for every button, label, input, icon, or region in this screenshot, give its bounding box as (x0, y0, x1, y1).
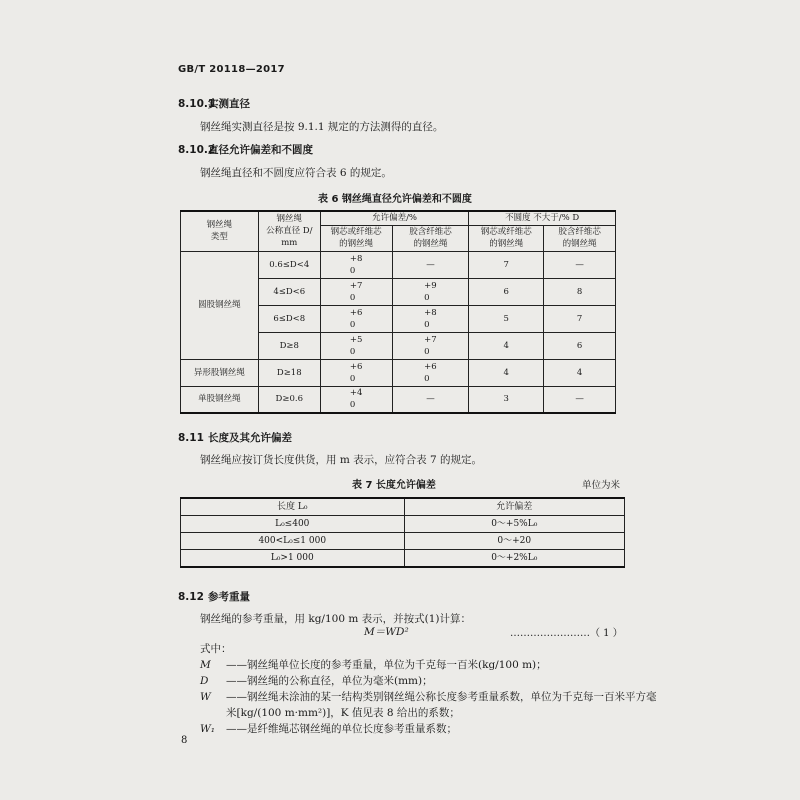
cell-diameter: D≥8 (258, 332, 320, 359)
header-ovality: 不圆度 不大于/% D (469, 211, 616, 225)
section-8-12-heading (178, 589, 250, 604)
header-tolerance: 允许偏差/% (320, 211, 469, 225)
paragraph: 钢丝绳应按订货长度供货，用 m 表示，应符合表 7 的规定。 (200, 454, 482, 466)
cell-tolerance: 0～+20 (404, 533, 624, 550)
cell-type: 圆股钢丝绳 (181, 251, 259, 359)
cell-ovality-steel: 5 (469, 305, 544, 332)
cell-ovality-steel: 7 (469, 251, 544, 278)
header-steel-core: 钢芯或纤维芯 的钢丝绳 (320, 225, 392, 251)
header-length: 长度 L₀ (181, 498, 405, 516)
cell-length: L₀≤400 (181, 516, 405, 533)
cell-tolerance: 0～+2%L₀ (404, 550, 624, 568)
standard-number: GB/T 20118—2017 (178, 64, 285, 75)
cell-diameter: D≥0.6 (258, 386, 320, 413)
header-plastic-core: 胶含纤维芯 的钢丝绳 (392, 225, 469, 251)
cell-ovality-steel: 4 (469, 359, 544, 386)
cell-tolerance-plastic: — (392, 251, 469, 278)
cell-ovality-plastic: 6 (544, 332, 616, 359)
table7-caption: 表 7 长度允许偏差 (352, 480, 436, 491)
cell-tolerance-steel: +5 0 (320, 332, 392, 359)
definition-item: W₁ ——是纤维绳芯钢丝绳的单位长度参考重量系数； (200, 723, 457, 735)
cell-tolerance-plastic: +9 0 (392, 278, 469, 305)
cell-tolerance-plastic: +8 0 (392, 305, 469, 332)
table-row (181, 251, 616, 278)
cell-diameter: 0.6≤D<4 (258, 251, 320, 278)
cell-ovality-plastic: 8 (544, 278, 616, 305)
cell-ovality-steel: 3 (469, 386, 544, 413)
cell-diameter: D≥18 (258, 359, 320, 386)
header-tolerance: 允许偏差 (404, 498, 624, 516)
formula: M＝WD² (364, 626, 409, 638)
cell-tolerance-steel: +8 0 (320, 251, 392, 278)
cell-ovality-steel: 6 (469, 278, 544, 305)
cell-tolerance: 0～+5%L₀ (404, 516, 624, 533)
paragraph: 钢丝绳实测直径是按 9.1.1 规定的方法测得的直径。 (200, 121, 444, 133)
cell-diameter: 6≤D<8 (258, 305, 320, 332)
cell-ovality-steel: 4 (469, 332, 544, 359)
cell-length: L₀>1 000 (181, 550, 405, 568)
section-8-11-heading (178, 430, 292, 445)
table-row (181, 516, 625, 533)
page-number: 8 (181, 735, 188, 746)
paragraph: 钢丝绳直径和不圆度应符合表 6 的规定。 (200, 167, 392, 179)
section-number: 8.11 (178, 432, 204, 444)
table-6 (180, 210, 616, 414)
table7-unit: 单位为米 (582, 480, 621, 491)
cell-diameter: 4≤D<6 (258, 278, 320, 305)
cell-tolerance-steel: +7 0 (320, 278, 392, 305)
section-title: 实测直径 (208, 98, 250, 110)
cell-tolerance-steel: +6 0 (320, 359, 392, 386)
cell-tolerance-steel: +4 0 (320, 386, 392, 413)
section-8-10-2-heading (178, 142, 313, 157)
header-plastic-core: 胶含纤维芯 的钢丝绳 (544, 225, 616, 251)
cell-ovality-plastic: — (544, 251, 616, 278)
cell-ovality-plastic: — (544, 386, 616, 413)
cell-tolerance-plastic: +6 0 (392, 359, 469, 386)
cell-ovality-plastic: 4 (544, 359, 616, 386)
table-7 (180, 497, 625, 568)
cell-type: 单股钢丝绳 (181, 386, 259, 413)
table-row (181, 533, 625, 550)
definition-item: W ——钢丝绳未涂油的某一结构类别钢丝绳公称长度参考重量系数，单位为千克每一百米平方毫 (200, 691, 657, 703)
section-number: 8.12 (178, 591, 204, 603)
section-title: 直径允许偏差和不圆度 (208, 144, 313, 156)
definition-item: D ——钢丝绳的公称直径，单位为毫米(mm)； (200, 675, 433, 687)
cell-tolerance-plastic: — (392, 386, 469, 413)
formula-number: ……………………（ 1 ） (510, 628, 623, 639)
header-steel-core: 钢芯或纤维芯 的钢丝绳 (469, 225, 544, 251)
section-8-10-1-heading (178, 96, 250, 111)
definition-item: 米[kg/(100 m·mm²)]，K 值见表 8 给出的系数； (226, 707, 460, 719)
table6-caption: 表 6 钢丝绳直径允许偏差和不圆度 (318, 194, 472, 205)
table-row (181, 386, 616, 413)
header-diameter: 钢丝绳 公称直径 D/ mm (258, 211, 320, 251)
definition-item: M ——钢丝绳单位长度的参考重量，单位为千克每一百米(kg/100 m)； (200, 659, 547, 671)
table-header-row (181, 498, 625, 516)
table-row (181, 550, 625, 568)
where-label: 式中： (200, 643, 232, 655)
section-title: 长度及其允许偏差 (208, 432, 292, 444)
section-number: 8.10.2 (178, 144, 216, 156)
cell-ovality-plastic: 7 (544, 305, 616, 332)
cell-type: 异形股钢丝绳 (181, 359, 259, 386)
table-row (181, 359, 616, 386)
section-title: 参考重量 (208, 591, 250, 603)
section-number: 8.10.1 (178, 98, 216, 110)
cell-length: 400<L₀≤1 000 (181, 533, 405, 550)
cell-tolerance-plastic: +7 0 (392, 332, 469, 359)
header-type: 钢丝绳 类型 (181, 211, 259, 251)
paragraph: 钢丝绳的参考重量，用 kg/100 m 表示，并按式(1)计算： (200, 613, 472, 625)
cell-tolerance-steel: +6 0 (320, 305, 392, 332)
